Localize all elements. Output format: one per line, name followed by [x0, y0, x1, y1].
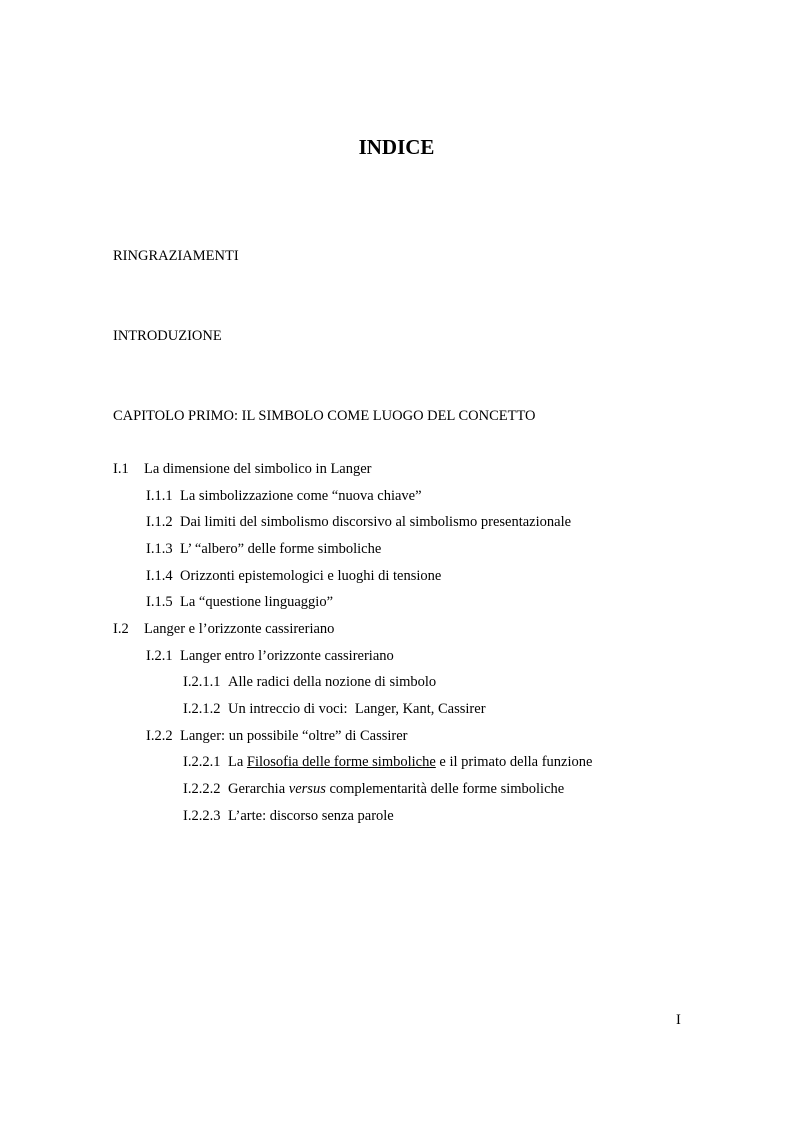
toc-entry-i21 — [146, 647, 394, 665]
toc-entry-text: Langer e l’orizzonte cassireriano — [144, 621, 335, 637]
toc-entry-number: I.1.5 — [146, 594, 173, 610]
toc-entry-text: Langer entro l’orizzonte cassireriano — [180, 648, 394, 664]
toc-entry-text-pre: La — [228, 754, 244, 770]
toc-entry-number: I.2.1 — [146, 648, 173, 664]
toc-entry-text: Un intreccio di voci: Langer, Kant, Cassirer — [228, 701, 486, 717]
toc-entry-number: I.2.1.2 — [183, 701, 221, 717]
toc-entry-number: I.2.2.3 — [183, 808, 221, 824]
toc-entry-number: I.1.3 — [146, 541, 173, 557]
toc-entry-text: L’ “albero” delle forme simboliche — [180, 541, 382, 557]
toc-entry-number: I.2.2 — [146, 728, 173, 744]
toc-entry-i221 — [183, 753, 592, 771]
toc-entry-text: La “questione linguaggio” — [180, 594, 334, 610]
toc-entry-i212 — [183, 700, 486, 718]
toc-entry-i11 — [146, 487, 422, 505]
toc-entry-text: L’arte: discorso senza parole — [228, 808, 394, 824]
toc-entry-text: Orizzonti epistemologici e luoghi di tensione — [180, 568, 442, 584]
toc-entry-text-italic: versus — [288, 781, 326, 797]
toc-entry-text: Langer: un possibile “oltre” di Cassirer — [180, 728, 408, 744]
toc-entry-text: La dimensione del simbolico in Langer — [144, 461, 372, 477]
toc-entry-i222 — [183, 780, 564, 798]
toc-capitolo-primo: CAPITOLO PRIMO: IL SIMBOLO COME LUOGO DEL CONCETTO — [113, 408, 536, 424]
toc-entry-text-post: e il primato della funzione — [439, 754, 593, 770]
toc-entry-i15 — [146, 593, 333, 611]
toc-entry-i14 — [146, 567, 441, 585]
toc-entry-i2 — [113, 620, 334, 638]
toc-entry-i1 — [113, 460, 372, 478]
toc-entry-text: La simbolizzazione come “nuova chiave” — [180, 488, 422, 504]
toc-entry-number: I.1.4 — [146, 568, 173, 584]
toc-entry-i12 — [146, 513, 571, 531]
toc-ringraziamenti: RINGRAZIAMENTI — [113, 248, 239, 264]
toc-entry-number: I.2.2.1 — [183, 754, 221, 770]
toc-introduzione: INTRODUZIONE — [113, 328, 222, 344]
page-title: INDICE — [358, 135, 435, 159]
page-number: I — [676, 1012, 681, 1028]
toc-entry-title-link[interactable]: Filosofia delle forme simboliche — [246, 754, 436, 770]
toc-entry-i22 — [146, 727, 408, 745]
toc-entry-i223 — [183, 807, 394, 825]
toc-entry-number: I.1 — [113, 461, 129, 477]
toc-entry-number: I.2.2.2 — [183, 781, 221, 797]
toc-entry-text: Alle radici della nozione di simbolo — [228, 674, 437, 690]
toc-entry-text-post: complementarità delle forme simboliche — [329, 781, 565, 797]
toc-entry-text: Dai limiti del simbolismo discorsivo al simbolismo presentazionale — [180, 514, 572, 530]
toc-entry-number: I.2.1.1 — [183, 674, 221, 690]
toc-entry-i211 — [183, 673, 436, 691]
toc-entry-number: I.1.2 — [146, 514, 173, 530]
toc-entry-number: I.2 — [113, 621, 129, 637]
toc-entry-text-pre: Gerarchia — [228, 781, 286, 797]
toc-entry-number: I.1.1 — [146, 488, 173, 504]
toc-entry-i13 — [146, 540, 381, 558]
